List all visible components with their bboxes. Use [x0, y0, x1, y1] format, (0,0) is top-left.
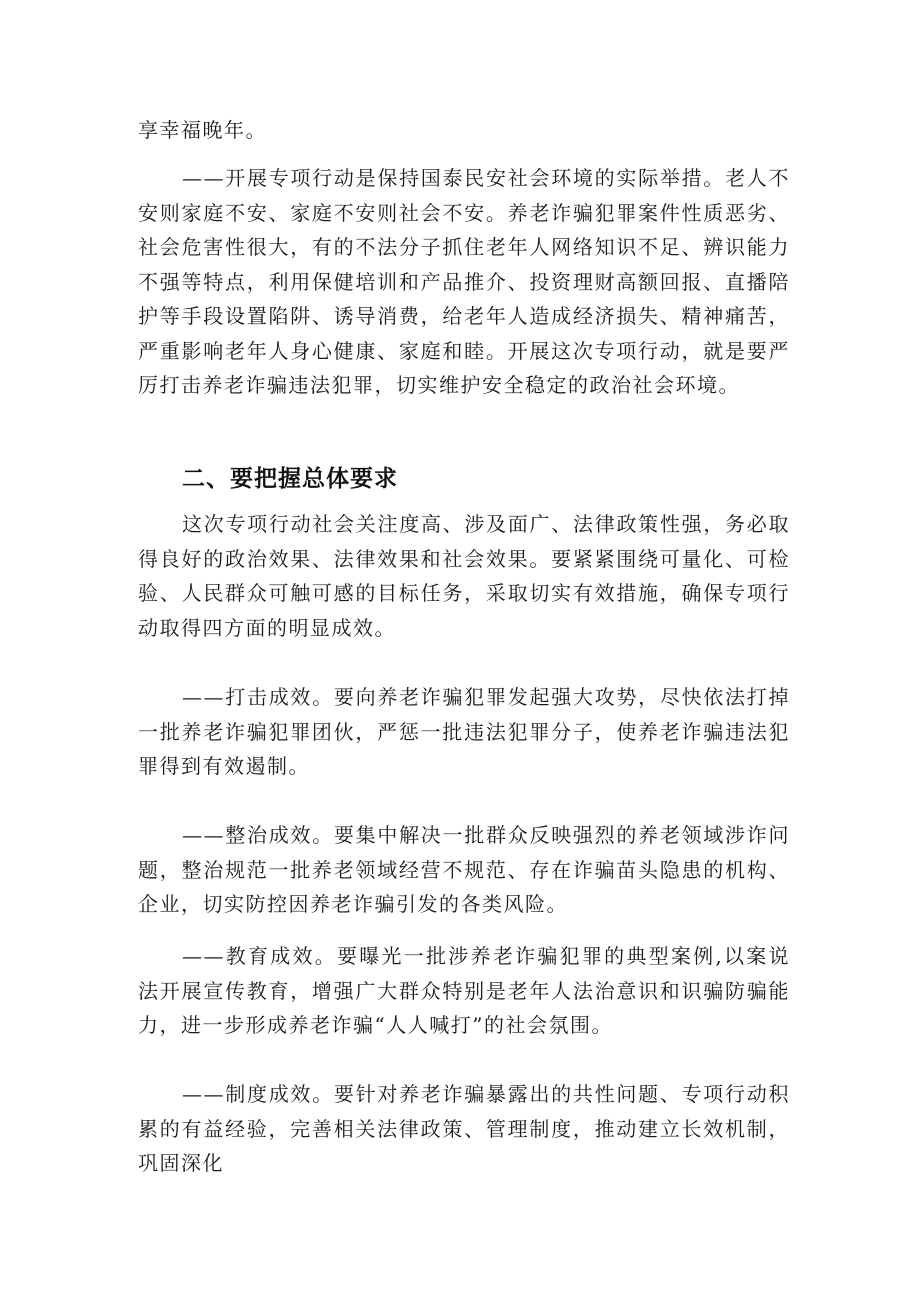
paragraph-rectification-results: ——整治成效。要集中解决一批群众反映强烈的养老领域涉诈问题，整治规范一批养老领域经营不规范、存在诈骗苗头隐患的机构、企业，切实防控因养老诈骗引发的各类风险。	[138, 823, 790, 916]
paragraph-continuation: 享幸福晚年。	[138, 118, 267, 142]
paragraph-institutional-results: ——制度成效。要针对养老诈骗暴露出的共性问题、专项行动积累的有益经验，完善相关法律政策、管理制度，推动建立长效机制，巩固深化	[138, 1082, 790, 1175]
section-heading: 二、要把握总体要求	[182, 466, 398, 492]
paragraph-crackdown-results: ——打击成效。要向养老诈骗犯罪发起强大攻势，尽快依法打掉一批养老诈骗犯罪团伙，严惩一批违法犯罪分子，使养老诈骗违法犯罪得到有效遏制。	[138, 685, 790, 778]
paragraph-social-environment: ——开展专项行动是保持国泰民安社会环境的实际举措。老人不安则家庭不安、家庭不安则社会不安。养老诈骗犯罪案件性质恶劣、社会危害性很大，有的不法分子抓住老年人网络知识不足、辨识能力不强等特点，利用保健培训和产品推介、投资理财高额回报、直播陪护等手段设置陷阱、诱导消费，给老年人造成经济损失、精神痛苦，严重影响老年人身心健康、家庭和睦。开展这次专项行动，就是要严厉打击养老诈骗违法犯罪，切实维护安全稳定的政治社会环境。	[138, 166, 790, 397]
paragraph-overall-requirements: 这次专项行动社会关注度高、涉及面广、法律政策性强，务必取得良好的政治效果、法律效果和社会效果。要紧紧围绕可量化、可检验、人民群众可触可感的目标任务，采取切实有效措施，确保专项行动取得四方面的明显成效。	[138, 512, 790, 640]
paragraph-education-results: ——教育成效。要曝光一批涉养老诈骗犯罪的典型案例,以案说法开展宣传教育，增强广大群众特别是老年人法治意识和识骗防骗能力，进一步形成养老诈骗“人人喊打”的社会氛围。	[138, 944, 790, 1037]
